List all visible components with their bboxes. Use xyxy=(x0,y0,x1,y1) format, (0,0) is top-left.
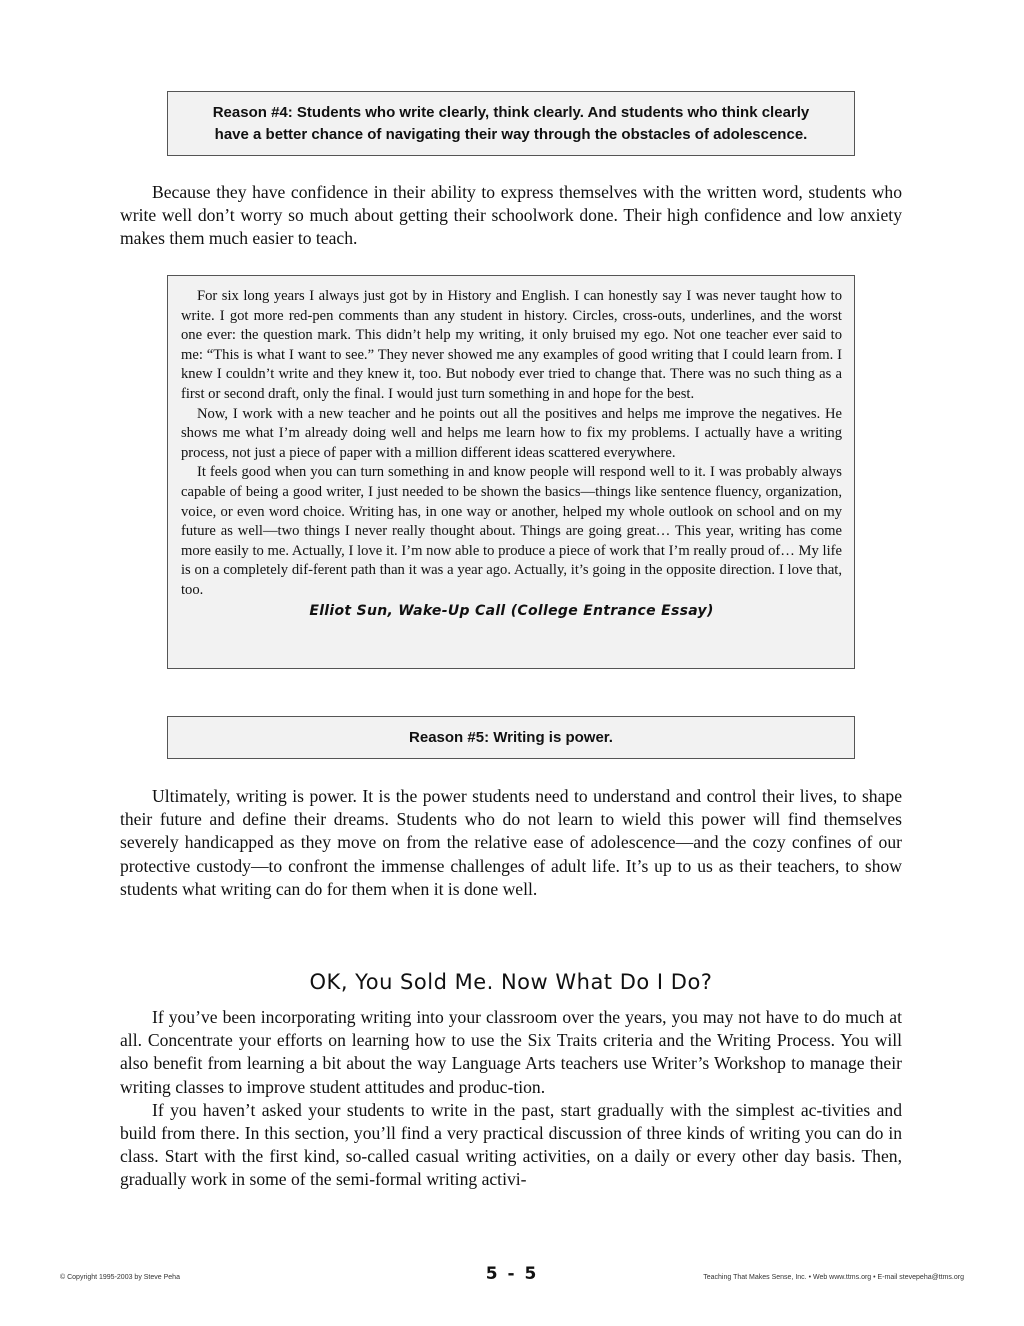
confidence-section xyxy=(120,181,902,251)
student-quote-text xyxy=(181,287,842,601)
reason-4-line-2: have a better chance of navigating their way through the obstacles of adolescence. xyxy=(214,126,808,143)
quote-paragraph-2: Now, I work with a new teacher and he points out all the positives and helps me improve the negatives. He shows me what I’m already doing well and helps me learn how to fix my problems. I actually have a writing process, not just a piece of paper with a million different ideas scattered everywhere. xyxy=(181,405,842,461)
confidence-paragraph: Because they have confidence in their ability to express themselves with the written word, students who write well don’t worry so much about getting their schoolwork done. Their high confidence and low anxiety makes them much easier to teach. xyxy=(120,182,902,249)
ok-section xyxy=(120,1006,902,1192)
power-paragraph: Ultimately, writing is power. It is the power students need to understand and control their lives, to shape their future and define their dreams. Students who do not learn to wield this power will find themselves severely handicapped as they move on from the relative ease of adolescence—and the cozy confines of our protective custody—to confront the immense challenges of adult life. It’s up to us as their teachers, to show students what writing can do for them when it is done well. xyxy=(120,786,902,899)
quote-paragraph-3: It feels good when you can turn something in and know people will respond well to it. I was probably always capable of being a good writer, I just needed to be shown the basics—things like sentence fluency, organization, voice, or even word choice. Writing has, in one way or another, helped my whole outlook on school and on my future as well—two things I never really thought about. Things are going great… This year, writing has come more easily to me. Actually, I love it. I’m now able to produce a piece of work that I’m really proud of… My life is on a completely dif-ferent path than it was a year ago. Actually, it’s going in the opposite direction. I love that, too. xyxy=(181,464,842,598)
quote-paragraph-1: For six long years I always just got by in History and English. I can honestly say I was never taught how to write. I got more red-pen comments than any student in history. Circles, cross-outs, underlines, and the worst one ever: the question mark. This didn’t help my writing, it only bruised my ego. Not one teacher ever said to me: “This is what I want to see.” They never showed me any examples of good writing that I could learn from. I knew I couldn’t write and they knew it, too. But nobody ever tried to change that. There was no such thing as a first or second draft, only the final. I would just turn something in and hope for the best. xyxy=(181,288,842,402)
footer-page-number: 5 - 5 xyxy=(485,1264,539,1284)
reason-5-text: Reason #5: Writing is power. xyxy=(409,729,613,746)
student-quote-box xyxy=(167,275,855,669)
ok-paragraph-1: If you’ve been incorporating writing into your classroom over the years, you may not have to do much at all. Concentrate your efforts on learning how to use the Six Traits criteria and the Writing Process. You will also benefit from learning a bit about the way Language Arts teachers use Writer’s Workshop to manage their writing classes to improve student attitudes and produc-tion. xyxy=(120,1007,902,1097)
reason-4-line-1: Reason #4: Students who write clearly, think clearly. And students who think clearly xyxy=(212,104,810,121)
quote-attribution: Elliot Sun, Wake-Up Call (College Entrance Essay) xyxy=(309,602,714,619)
footer-contact: Teaching That Makes Sense, Inc. • Web www.ttms.org • E-mail stevepeha@ttms.org xyxy=(703,1274,964,1281)
reason-5-callout xyxy=(167,716,855,759)
footer-copyright: © Copyright 1995-2003 by Steve Peha xyxy=(60,1274,180,1281)
reason-4-callout xyxy=(167,91,855,156)
ok-paragraph-2: If you haven’t asked your students to write in the past, start gradually with the simplest ac-tivities and build from there. In this section, you’ll find a very practical discussion of three kinds of writing you can do in class. Start with the first kind, so-called casual writing activities, on a daily or every other day basis. Then, gradually work in some of the semi-formal writing activi- xyxy=(120,1099,902,1190)
power-section xyxy=(120,785,902,901)
section-heading: OK, You Sold Me. Now What Do I Do? xyxy=(309,970,713,994)
